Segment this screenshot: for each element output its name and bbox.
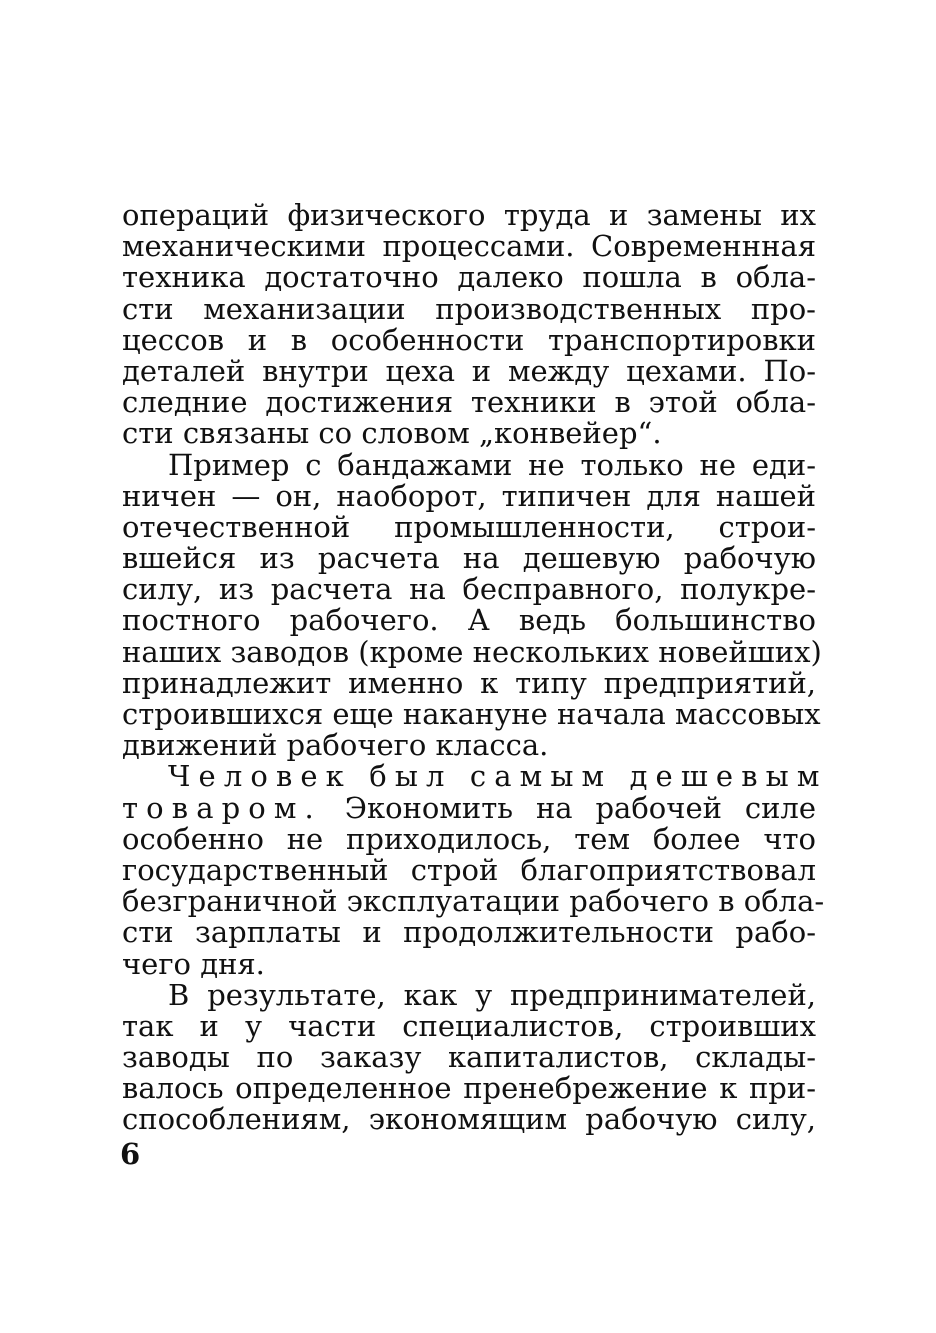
text-line: операций физического труда и замены их [122,198,816,232]
text-line: так и у части специалистов, строивших [122,1008,816,1043]
emphasis-text: товаром. [122,790,322,825]
text-line: механическими процессами. Современнная [122,229,816,264]
page-number: 6 [120,1137,141,1171]
text-line: принадлежит именно к типу предприятий, [122,665,816,700]
text-line: наших заводов (кроме нескольких новейших) [122,634,822,669]
text-line: техника достаточно далеко пошла в обла- [122,260,816,295]
text-line: вшейся из расчета на дешевую рабочую [122,541,816,576]
paragraph-4 [122,977,816,1137]
text-line: сти зарплаты и продолжительности рабо- [122,915,816,950]
text-line: особенно не приходилось, тем более что [122,821,816,856]
text-line: сти механизации производственных про- [122,291,816,326]
text-line: отечественной промышленности, строи- [122,509,816,544]
text-line: государственный строй благоприятствовал [122,852,816,887]
text-line: постного рабочего. А ведь большинство [122,603,816,638]
text-run: Экономить на рабочей силе [321,790,816,825]
text-line: движений рабочего класса. [122,728,549,763]
text-line: силу, из расчета на бесправного, полукре- [122,572,816,607]
paragraph-3 [122,759,828,981]
text-line: цессов и в особенности транспортировки [122,322,816,357]
paragraph-1 [122,200,816,450]
text-line: ничен — он, наоборот, типичен для нашей [122,478,816,513]
text-line [122,790,816,825]
paragraph-2 [122,447,822,763]
text-line: валось определенное пренебрежение к при- [122,1071,816,1106]
page-text [122,198,828,1137]
text-line: строившихся еще накануне начала массовых [122,697,821,731]
text-line: В результате, как у предпринимателей, [168,977,816,1012]
text-line: заводы по заказу капиталистов, склады- [122,1040,816,1075]
text-line: безграничной эксплуатации рабочего в обла- [122,884,825,919]
text-line-emphasis: Человек был самым дешевым [168,759,828,794]
text-line: чего дня. [122,946,265,981]
text-line: сти связаны со словом „конвейер“. [122,416,662,451]
text-line: следние достижения техники в этой обла- [122,385,816,420]
text-line: Пример с бандажами не только не еди- [168,447,816,482]
text-line: способлениям, экономящим рабочую силу, [122,1102,816,1137]
text-line: деталей внутри цеха и между цехами. По- [122,353,816,388]
